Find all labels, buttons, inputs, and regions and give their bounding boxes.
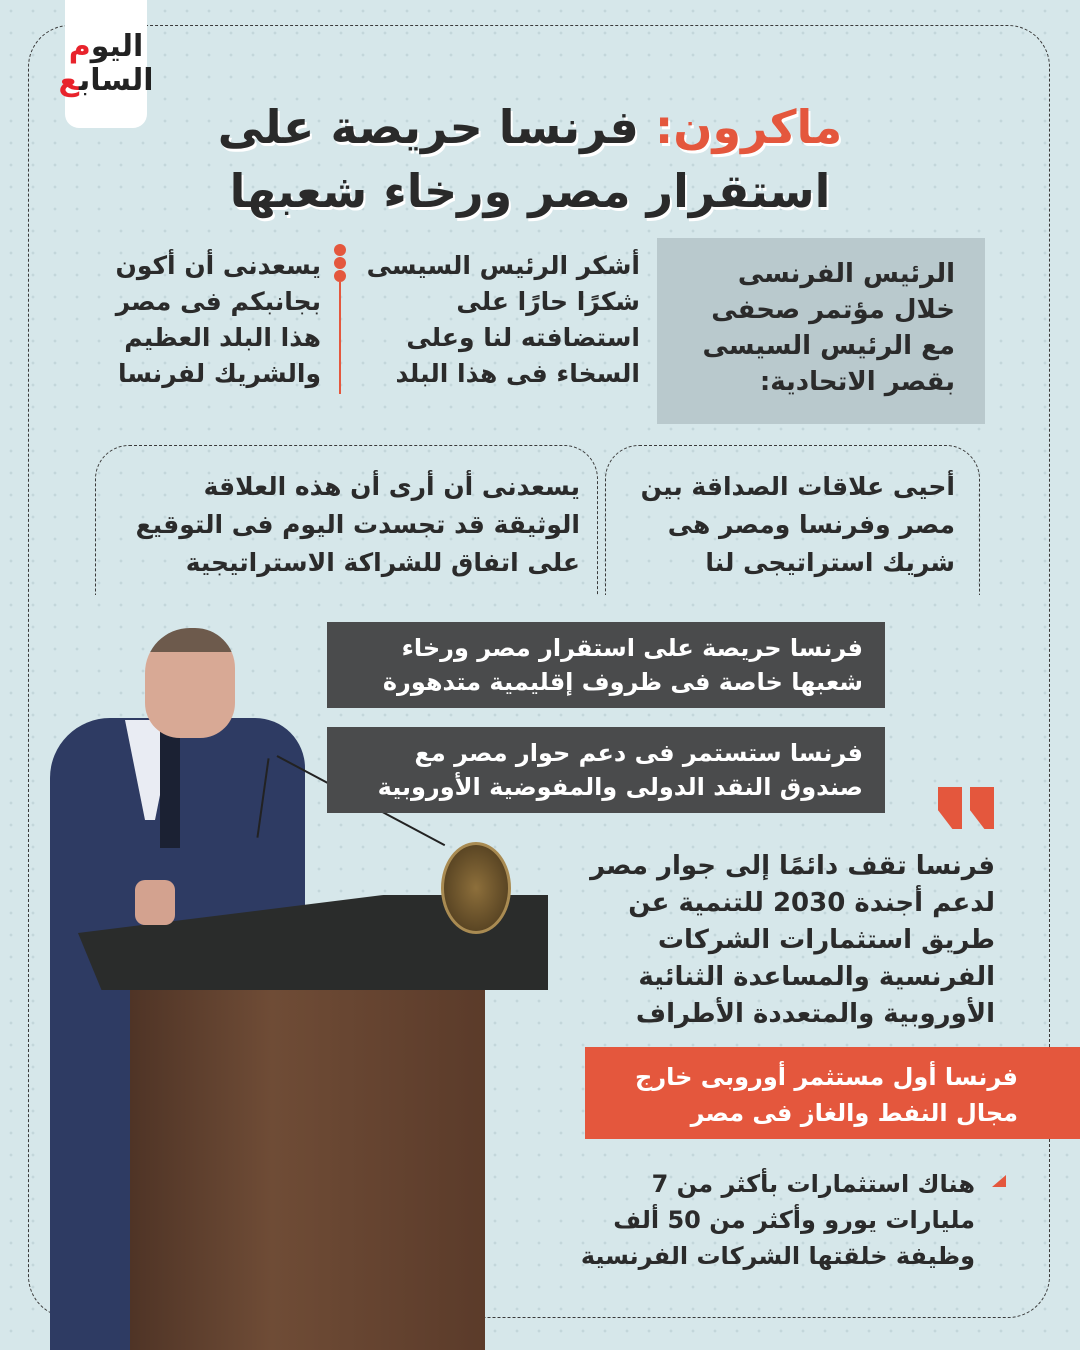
intro-context-box <box>657 238 985 424</box>
headline-speaker: ماكرون: <box>654 100 843 154</box>
dark-statement-box-stability <box>327 622 885 708</box>
dark-statement-stability-text: فرنسا حريصة على استقرار مصر ورخاء شعبها خاصة فى ظروف إقليمية متدهورة <box>382 634 863 696</box>
quote-thanks-text: أشكر الرئيس السيسى شكرًا حارًا على استضافته لنا وعلى السخاء فى هذا البلد <box>366 251 640 388</box>
main-quote-agenda-2030 <box>590 848 995 1033</box>
intro-text: الرئيس الفرنسى خلال مؤتمر صحفى مع الرئيس السيسى بقصر الاتحادية: <box>702 259 955 397</box>
photo-head <box>145 628 235 738</box>
logo-line-2-red: ع <box>58 63 79 98</box>
dark-statement-box-imf <box>327 727 885 813</box>
quote-partnership <box>115 468 580 582</box>
quote-thanks <box>340 248 640 392</box>
investment-stats <box>575 1166 975 1274</box>
headline-line-1: فرنسا حريصة على <box>217 100 655 154</box>
headline <box>210 95 850 223</box>
logo-line-1-black: اليو <box>90 29 144 64</box>
quote-happy-egypt-text: يسعدنى أن أكون بجانبكم فى مصر هذا البلد العظيم والشريك لفرنسا <box>115 251 321 388</box>
quote-friendship-text: أحيى علاقات الصداقة بين مصر وفرنسا ومصر هى شريك استراتيجى لنا <box>640 472 955 577</box>
dark-statement-imf-text: فرنسا ستستمر فى دعم حوار مصر مع صندوق النقد الدولى والمفوضية الأوروبية <box>377 739 863 801</box>
macron-at-podium-photo <box>0 610 580 1350</box>
photo-tie <box>160 728 180 848</box>
headline-line-2: استقرار مصر ورخاء شعبها <box>229 164 831 218</box>
quote-mark-icon <box>938 787 1000 829</box>
logo-line-1 <box>68 29 144 64</box>
highlight-text: فرنسا أول مستثمر أوروبى خارج مجال النفط والغاز فى مصر <box>635 1063 1018 1127</box>
quote-friendship <box>620 468 955 582</box>
quote-happy-egypt <box>95 248 321 392</box>
logo-line-2-black: الساب <box>78 63 154 98</box>
egypt-presidential-seal-icon <box>441 842 511 934</box>
youm7-logo <box>58 0 154 128</box>
triangle-bullet-icon <box>992 1175 1006 1187</box>
lectern-base <box>130 990 485 1350</box>
logo-line-2 <box>58 63 154 98</box>
quote-partnership-text: يسعدنى أن أرى أن هذه العلاقة الوثيقة قد تجسدت اليوم فى التوقيع على اتفاق للشراكة الاستراتيجية <box>135 472 580 577</box>
main-quote-text: فرنسا تقف دائمًا إلى جوار مصر لدعم أجندة 2030 للتنمية عن طريق استثمارات الشركات الفرنسية والمساعدة الثنائية الأوروبية والمتعددة الأطراف <box>590 851 995 1029</box>
highlight-first-investor <box>585 1047 1080 1139</box>
logo-line-1-red: م <box>68 29 91 64</box>
investment-stats-text: هناك استثمارات بأكثر من 7 مليارات يورو وأكثر من 50 ألف وظيفة خلقتها الشركات الفرنسية <box>580 1170 975 1270</box>
photo-hand <box>135 880 175 925</box>
